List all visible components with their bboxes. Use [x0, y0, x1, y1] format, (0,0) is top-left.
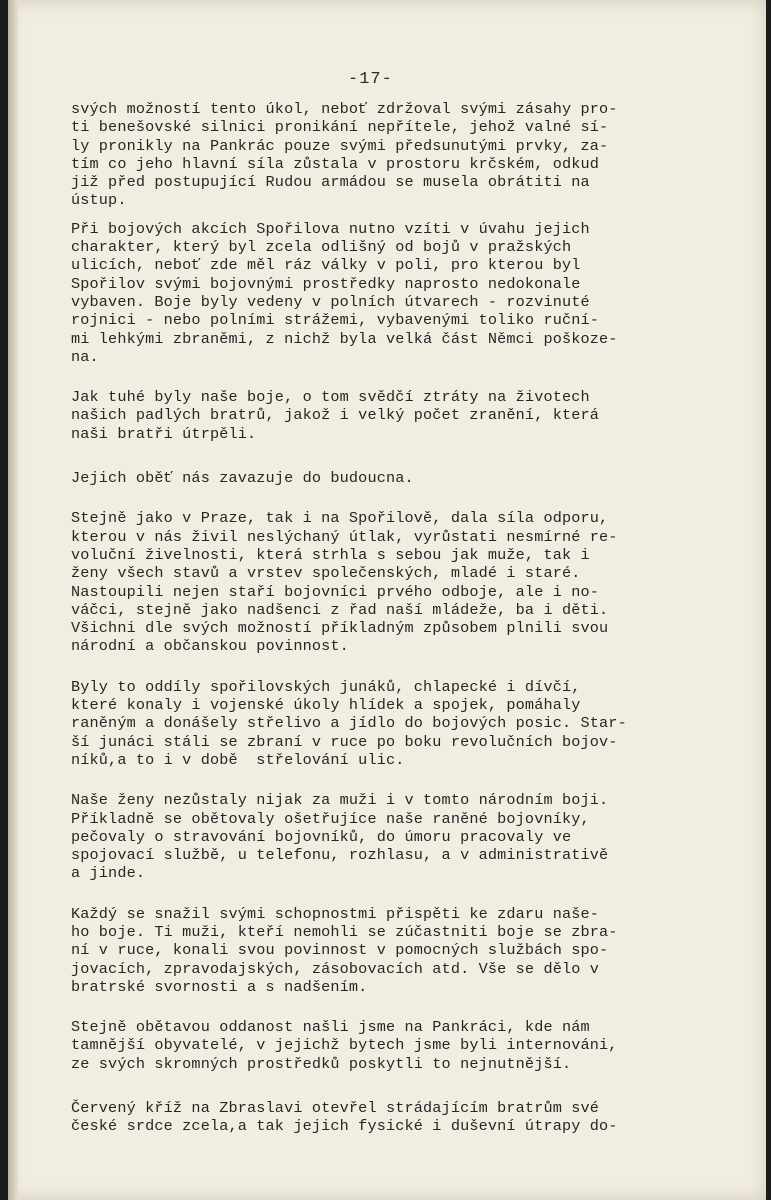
paragraph-6: Byly to oddíly spořilovských junáků, chlapecké i dívčí, které konaly i vojenské úkoly hlídek a spojek, pomáhaly raněným a donášely střelivo a jídlo do bojových posic. Star- ší junáci stáli se zbraní v ruce po boku revolučních bojov- níků,a to i v době střelování ulic. — [71, 677, 627, 769]
paragraph-4: Jejich oběť nás zavazuje do budoucna. — [71, 469, 414, 488]
paragraph-1: svých možností tento úkol, neboť zdržoval svými zásahy pro- ti benešovské silnici pronikání nepřítele, jehož valné sí- ly pronikly na Pankrác pouze svými předsunutými prvky, za- tím co jeho hlavní síla zůstala v prostoru krčském, odkud již před postupující Rudou armádou se musela obrátiti na ústup. — [71, 100, 618, 210]
page-number: -17- — [348, 70, 393, 89]
paragraph-8: Každý se snažil svými schopnostmi přispěti ke zdaru naše- ho boje. Ti muži, kteří nemohli se zúčastniti boje se zbra- ní v ruce, konali svou povinnost v pomocných službách spo- jovacích, zpravodajských, zásobovacích atd. Vše se dělo v bratrské svornosti a s nadšením. — [71, 904, 618, 996]
paragraph-10: Červený kříž na Zbraslavi otevřel strádajícím bratrům své české srdce zcela,a tak jejich fysické i duševní útrapy do- — [71, 1099, 618, 1136]
paragraph-5: Stejně jako v Praze, tak i na Spořilově, dala síla odporu, kterou v nás živil neslýchaný útlak, vyrůstati nesmírné re- voluční živelnosti, která strhla s sebou jak muže, tak i ženy všech stavů a vrstev společenských, mladé i staré. Nastoupili nejen staří bojovníci prvého odboje, ale i no- váčci, stejně jako nadšenci z řad naší mládeže, ba i děti. Všichni dle svých možností příkladným způsobem plnili svou národní a občanskou povinnost. — [71, 509, 618, 656]
paragraph-9: Stejně obětavou oddanost našli jsme na Pankráci, kde nám tamnější obyvatelé, v jejichž bytech jsme byli internováni, ze svých skromných prostředků poskytli to nejnutnější. — [71, 1018, 618, 1073]
paragraph-7: Naše ženy nezůstaly nijak za muži i v tomto národním boji. Příkladně se obětovaly ošetřujíce naše raněné bojovníky, pečovaly o stravování bojovníků, do úmoru pracovaly ve spojovací službě, u telefonu, rozhlasu, a v administrativě a jinde. — [71, 791, 609, 883]
page-binding-edge — [8, 0, 18, 1200]
paragraph-3: Jak tuhé byly naše boje, o tom svědčí ztráty na životech našich padlých bratrů, jakož i velký počet zranění, která naši bratři útrpěli. — [71, 388, 600, 443]
typewritten-body — [71, 100, 761, 1136]
paragraph-2: Při bojových akcích Spořilova nutno vzíti v úvahu jejich charakter, který byl zcela odlišný od bojů v pražských ulicích, neboť zde měl ráz války v poli, pro kterou byl Spořilov svými bojovnými prostředky naprosto nedokonale vybaven. Boje byly vedeny v polních útvarech - rozvinuté rojnici - nebo polními strážemi, vybavenými toliko ruční- mi lehkými zbraněmi, z nichž byla velká část Němci poškoze- na. — [71, 219, 618, 366]
document-page — [8, 0, 766, 1200]
